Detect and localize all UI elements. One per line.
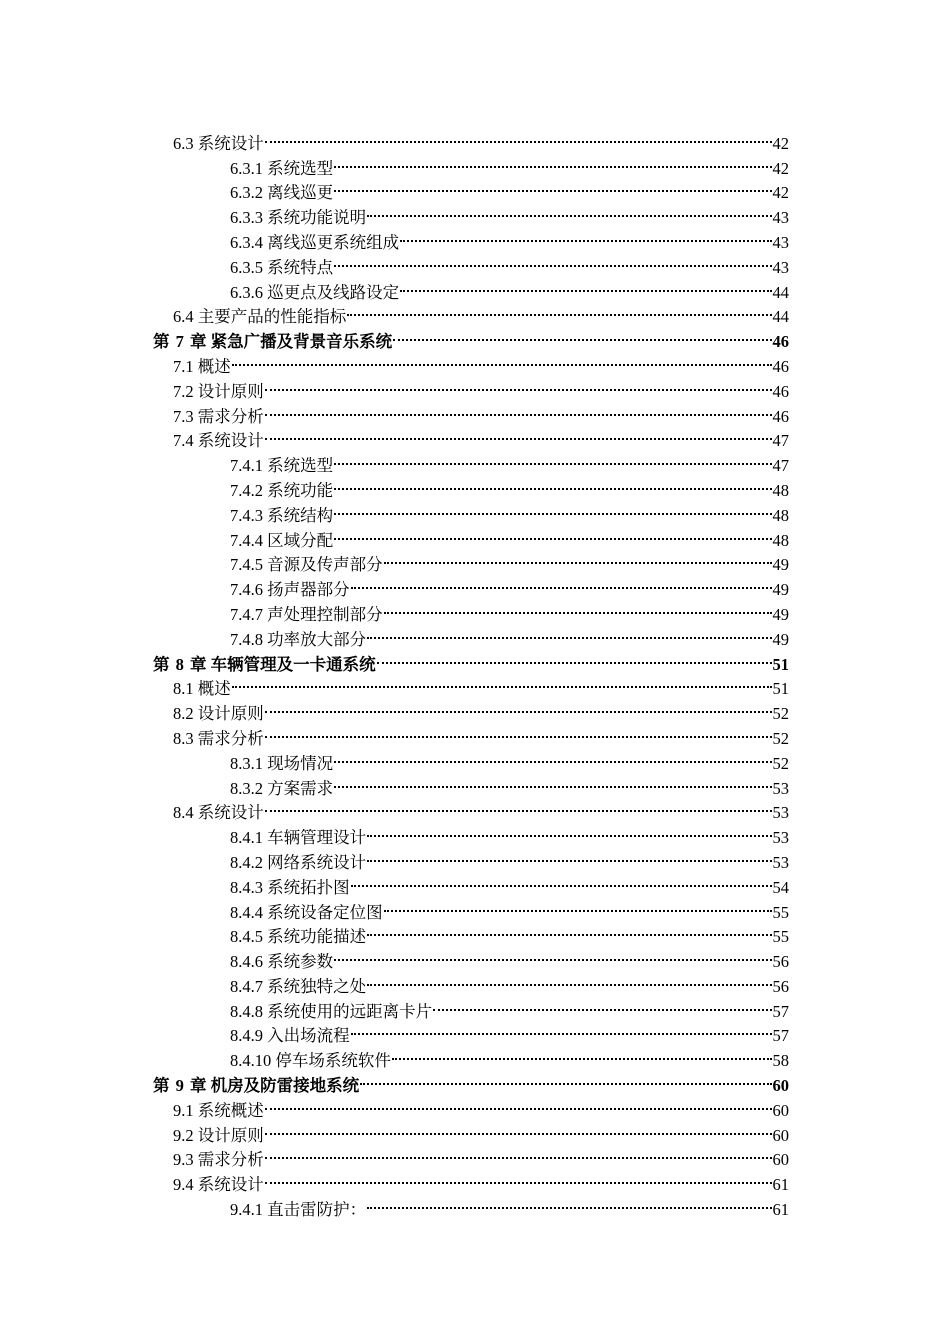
- toc-dot-leader: [265, 422, 772, 447]
- toc-subsection-entry[interactable]: [0, 868, 950, 897]
- toc-page-number: 48: [772, 530, 789, 550]
- toc-entry-number: 第 7 章: [153, 332, 207, 352]
- toc-section-entry[interactable]: [0, 422, 950, 451]
- toc-dot-leader: [360, 1066, 771, 1091]
- toc-entry-title: 系统独特之处: [267, 976, 367, 996]
- toc-entry-number: 8.3.1: [230, 753, 263, 773]
- toc-dot-leader: [384, 546, 772, 571]
- toc-entry-title: 音源及传声部分: [267, 555, 383, 575]
- toc-page-number: 48: [772, 505, 789, 525]
- toc-entry-number: 7.4.5: [230, 555, 263, 575]
- toc-entry-number: 第 8 章: [153, 654, 207, 674]
- toc-entry-title: 离线巡更系统组成: [267, 232, 400, 252]
- toc-page-number: 58: [772, 1051, 789, 1071]
- toc-dot-leader: [334, 521, 771, 546]
- toc-section-entry[interactable]: [0, 794, 950, 823]
- toc-page-number: 60: [772, 1150, 789, 1170]
- toc-entry-number: 8.3: [173, 728, 194, 748]
- toc-entry-title: 主要产品的性能指标: [197, 307, 347, 327]
- toc-entry-title: 系统选型: [267, 456, 334, 476]
- toc-entry-number: 7.4.6: [230, 580, 263, 600]
- toc-subsection-entry[interactable]: [0, 496, 950, 525]
- toc-section-entry[interactable]: [0, 1116, 950, 1145]
- toc-entry-number: 7.4.3: [230, 505, 263, 525]
- toc-subsection-entry[interactable]: [0, 546, 950, 575]
- toc-entry-title: 设计原则: [197, 704, 264, 724]
- toc-subsection-entry[interactable]: [0, 198, 950, 228]
- toc-entry-title: 需求分析: [197, 406, 264, 426]
- toc-page-number: 48: [772, 480, 789, 500]
- toc-entry-title: 机房及防雷接地系统: [210, 1076, 360, 1096]
- toc-page-number: 54: [772, 877, 789, 897]
- toc-entry-title: 功率放大部分: [267, 629, 367, 649]
- toc-subsection-entry[interactable]: [0, 1190, 950, 1220]
- toc-page-number: 60: [772, 1076, 789, 1096]
- toc-subsection-entry[interactable]: [0, 818, 950, 848]
- toc-entry-title: 网络系统设计: [267, 852, 367, 872]
- toc-entry-title: 方案需求: [267, 778, 334, 798]
- toc-page-number: 57: [772, 1001, 789, 1021]
- toc-page-number: 47: [772, 456, 789, 476]
- toc-page-number: 43: [772, 208, 789, 228]
- toc-subsection-entry[interactable]: [0, 893, 950, 922]
- toc-dot-leader: [334, 744, 771, 769]
- toc-entry-number: 6.3: [173, 133, 194, 153]
- toc-entry-title: 概述: [197, 356, 231, 376]
- toc-entry-number: 9.4.1: [230, 1200, 263, 1220]
- toc-page-number: 60: [772, 1125, 789, 1145]
- toc-entry-title: 车辆管理设计: [267, 828, 367, 848]
- toc-entry-number: 9.1: [173, 1100, 194, 1120]
- toc-entry-number: 8.4.5: [230, 927, 263, 947]
- toc-subsection-entry[interactable]: [0, 570, 950, 600]
- toc-page-number: 51: [772, 654, 789, 674]
- toc-entry-number: 7.2: [173, 381, 194, 401]
- toc-dot-leader: [334, 471, 771, 496]
- toc-entry-title: 需求分析: [197, 1150, 264, 1170]
- toc-entry-title: 系统功能: [267, 480, 334, 500]
- toc-dot-leader: [334, 769, 771, 794]
- toc-entry-title: 离线巡更: [267, 183, 334, 203]
- toc-subsection-entry[interactable]: [0, 843, 950, 872]
- toc-entry-title: 直击雷防护：: [267, 1200, 367, 1220]
- toc-dot-leader: [265, 397, 772, 422]
- toc-entry-title: 需求分析: [197, 728, 264, 748]
- toc-dot-leader: [265, 1091, 772, 1116]
- toc-entry-number: 7.4.8: [230, 629, 263, 649]
- toc-subsection-entry[interactable]: [0, 223, 950, 252]
- toc-page-number: 49: [772, 580, 789, 600]
- toc-dot-leader: [265, 1116, 772, 1141]
- toc-dot-leader: [351, 1017, 772, 1042]
- toc-page-number: 49: [772, 629, 789, 649]
- toc-dot-leader: [367, 818, 771, 843]
- toc-entry-number: 8.4.10: [230, 1051, 272, 1071]
- toc-entry-title: 现场情况: [267, 753, 334, 773]
- toc-chapter-entry[interactable]: [0, 645, 950, 674]
- toc-entry-title: 系统功能描述: [267, 927, 367, 947]
- toc-page-number: 53: [772, 828, 789, 848]
- toc-page-number: 52: [772, 728, 789, 748]
- toc-page-number: 42: [772, 158, 789, 178]
- toc-entry-number: 8.4.7: [230, 976, 263, 996]
- toc-entry-title: 系统设计: [197, 133, 264, 153]
- toc-page-number: 52: [772, 704, 789, 724]
- toc-entry-number: 6.3.4: [230, 232, 263, 252]
- toc-entry-number: 7.4.4: [230, 530, 263, 550]
- toc-entry-number: 8.4.3: [230, 877, 263, 897]
- toc-section-entry[interactable]: [0, 1165, 950, 1195]
- toc-entry-number: 7.3: [173, 406, 194, 426]
- toc-section-entry[interactable]: [0, 372, 950, 401]
- table-of-contents: [0, 124, 950, 1220]
- toc-page-number: 53: [772, 803, 789, 823]
- toc-dot-leader: [265, 124, 772, 149]
- toc-entry-title: 停车场系统软件: [275, 1051, 391, 1071]
- toc-subsection-entry[interactable]: [0, 446, 950, 476]
- toc-entry-title: 系统设计: [197, 803, 264, 823]
- toc-entry-title: 系统概述: [197, 1100, 264, 1120]
- toc-subsection-entry[interactable]: [0, 149, 950, 178]
- toc-entry-title: 系统设计: [197, 1175, 264, 1195]
- toc-section-entry[interactable]: [0, 719, 950, 748]
- toc-entry-title: 概述: [197, 679, 231, 699]
- toc-section-entry[interactable]: [0, 347, 950, 376]
- toc-page-number: 51: [772, 679, 789, 699]
- toc-page-number: 56: [772, 952, 789, 972]
- toc-page-number: 43: [772, 257, 789, 277]
- toc-dot-leader: [384, 595, 772, 620]
- toc-section-entry[interactable]: [0, 124, 950, 153]
- toc-dot-leader: [400, 223, 771, 248]
- toc-dot-leader: [351, 570, 772, 595]
- toc-entry-title: 系统功能说明: [267, 208, 367, 228]
- toc-entry-number: 6.4: [173, 307, 194, 327]
- toc-dot-leader: [367, 620, 771, 645]
- toc-dot-leader: [334, 446, 771, 471]
- toc-subsection-entry[interactable]: [0, 521, 950, 550]
- toc-page-number: 55: [772, 927, 789, 947]
- toc-subsection-entry[interactable]: [0, 1017, 950, 1046]
- toc-entry-number: 6.3.1: [230, 158, 263, 178]
- toc-dot-leader: [232, 347, 772, 372]
- toc-section-entry[interactable]: [0, 670, 950, 699]
- toc-entry-number: 8.2: [173, 704, 194, 724]
- toc-page-number: 42: [772, 183, 789, 203]
- toc-dot-leader: [265, 1165, 772, 1190]
- toc-subsection-entry[interactable]: [0, 942, 950, 972]
- toc-entry-title: 扬声器部分: [267, 580, 350, 600]
- toc-entry-title: 系统特点: [267, 257, 334, 277]
- toc-page-number: 61: [772, 1200, 789, 1220]
- toc-entry-number: 8.1: [173, 679, 194, 699]
- toc-page-number: 46: [772, 381, 789, 401]
- toc-entry-title: 紧急广播及背景音乐系统: [210, 332, 393, 352]
- toc-dot-leader: [265, 372, 772, 397]
- toc-entry-title: 系统设备定位图: [267, 902, 383, 922]
- toc-dot-leader: [367, 918, 771, 943]
- toc-entry-number: 7.4.1: [230, 456, 263, 476]
- toc-section-entry[interactable]: [0, 298, 950, 327]
- toc-page-number: 55: [772, 902, 789, 922]
- toc-page-number: 46: [772, 406, 789, 426]
- toc-page-number: 44: [772, 307, 789, 327]
- toc-entry-number: 9.2: [173, 1125, 194, 1145]
- toc-dot-leader: [393, 322, 771, 347]
- toc-dot-leader: [265, 719, 772, 744]
- toc-subsection-entry[interactable]: [0, 992, 950, 1021]
- toc-entry-number: 7.4.7: [230, 604, 263, 624]
- toc-entry-number: 7.1: [173, 356, 194, 376]
- toc-entry-title: 系统使用的远距离卡片: [267, 1001, 433, 1021]
- toc-dot-leader: [334, 496, 771, 521]
- toc-entry-number: 8.4: [173, 803, 194, 823]
- toc-entry-number: 9.4: [173, 1175, 194, 1195]
- toc-section-entry[interactable]: [0, 1141, 950, 1170]
- toc-dot-leader: [265, 794, 772, 819]
- toc-entry-number: 第 9 章: [153, 1076, 207, 1096]
- toc-entry-title: 声处理控制部分: [267, 604, 383, 624]
- toc-subsection-entry[interactable]: [0, 967, 950, 996]
- toc-page-number: 49: [772, 604, 789, 624]
- toc-entry-title: 区域分配: [267, 530, 334, 550]
- toc-dot-leader: [334, 942, 771, 967]
- toc-entry-title: 设计原则: [197, 381, 264, 401]
- toc-page-number: 57: [772, 1026, 789, 1046]
- toc-chapter-entry[interactable]: [0, 322, 950, 352]
- toc-entry-number: 6.3.3: [230, 208, 263, 228]
- toc-dot-leader: [367, 967, 771, 992]
- toc-entry-title: 车辆管理及一卡通系统: [210, 654, 376, 674]
- toc-subsection-entry[interactable]: [0, 248, 950, 277]
- toc-page-number: 46: [772, 332, 789, 352]
- toc-entry-number: 6.3.5: [230, 257, 263, 277]
- toc-dot-leader: [367, 1190, 771, 1215]
- toc-entry-title: 系统参数: [267, 952, 334, 972]
- toc-dot-leader: [265, 1141, 772, 1166]
- toc-entry-title: 设计原则: [197, 1125, 264, 1145]
- toc-page-number: 60: [772, 1100, 789, 1120]
- toc-dot-leader: [334, 149, 771, 174]
- toc-page-number: 53: [772, 852, 789, 872]
- toc-dot-leader: [232, 670, 772, 695]
- toc-page-number: 44: [772, 282, 789, 302]
- toc-dot-leader: [351, 868, 772, 893]
- toc-entry-title: 系统拓扑图: [267, 877, 350, 897]
- toc-subsection-entry[interactable]: [0, 1041, 950, 1071]
- toc-dot-leader: [392, 1041, 772, 1066]
- toc-page-number: 52: [772, 753, 789, 773]
- toc-entry-number: 7.4: [173, 431, 194, 451]
- toc-dot-leader: [367, 198, 771, 223]
- toc-entry-title: 入出场流程: [267, 1026, 350, 1046]
- toc-entry-number: 8.4.8: [230, 1001, 263, 1021]
- toc-dot-leader: [347, 298, 771, 323]
- toc-entry-number: 6.3.6: [230, 282, 263, 302]
- toc-entry-title: 系统选型: [267, 158, 334, 178]
- toc-page-number: 43: [772, 232, 789, 252]
- toc-section-entry[interactable]: [0, 397, 950, 426]
- toc-chapter-entry[interactable]: [0, 1066, 950, 1096]
- toc-entry-number: 8.3.2: [230, 778, 263, 798]
- toc-subsection-entry[interactable]: [0, 620, 950, 649]
- toc-section-entry[interactable]: [0, 1091, 950, 1120]
- toc-entry-number: 8.4.9: [230, 1026, 263, 1046]
- toc-entry-number: 8.4.6: [230, 952, 263, 972]
- toc-page-number: 61: [772, 1175, 789, 1195]
- toc-entry-title: 系统结构: [267, 505, 334, 525]
- toc-page-number: 53: [772, 778, 789, 798]
- toc-dot-leader: [433, 992, 771, 1017]
- toc-page-number: 49: [772, 555, 789, 575]
- toc-subsection-entry[interactable]: [0, 769, 950, 798]
- toc-dot-leader: [377, 645, 772, 670]
- toc-dot-leader: [265, 694, 772, 719]
- toc-entry-number: 9.3: [173, 1150, 194, 1170]
- toc-dot-leader: [334, 248, 771, 273]
- toc-entry-number: 7.4.2: [230, 480, 263, 500]
- toc-entry-title: 巡更点及线路设定: [267, 282, 400, 302]
- toc-page-number: 47: [772, 431, 789, 451]
- toc-section-entry[interactable]: [0, 694, 950, 724]
- toc-entry-number: 8.4.4: [230, 902, 263, 922]
- toc-subsection-entry[interactable]: [0, 918, 950, 947]
- toc-page-number: 46: [772, 356, 789, 376]
- toc-entry-title: 系统设计: [197, 431, 264, 451]
- toc-subsection-entry[interactable]: [0, 174, 950, 203]
- toc-dot-leader: [367, 843, 771, 868]
- toc-dot-leader: [400, 273, 771, 298]
- toc-subsection-entry[interactable]: [0, 273, 950, 302]
- toc-page-number: 56: [772, 976, 789, 996]
- toc-page-number: 42: [772, 133, 789, 153]
- toc-subsection-entry[interactable]: [0, 744, 950, 773]
- toc-entry-number: 8.4.2: [230, 852, 263, 872]
- toc-subsection-entry[interactable]: [0, 471, 950, 500]
- toc-dot-leader: [384, 893, 772, 918]
- toc-subsection-entry[interactable]: [0, 595, 950, 624]
- toc-entry-number: 6.3.2: [230, 183, 263, 203]
- toc-entry-number: 8.4.1: [230, 828, 263, 848]
- toc-dot-leader: [334, 174, 771, 199]
